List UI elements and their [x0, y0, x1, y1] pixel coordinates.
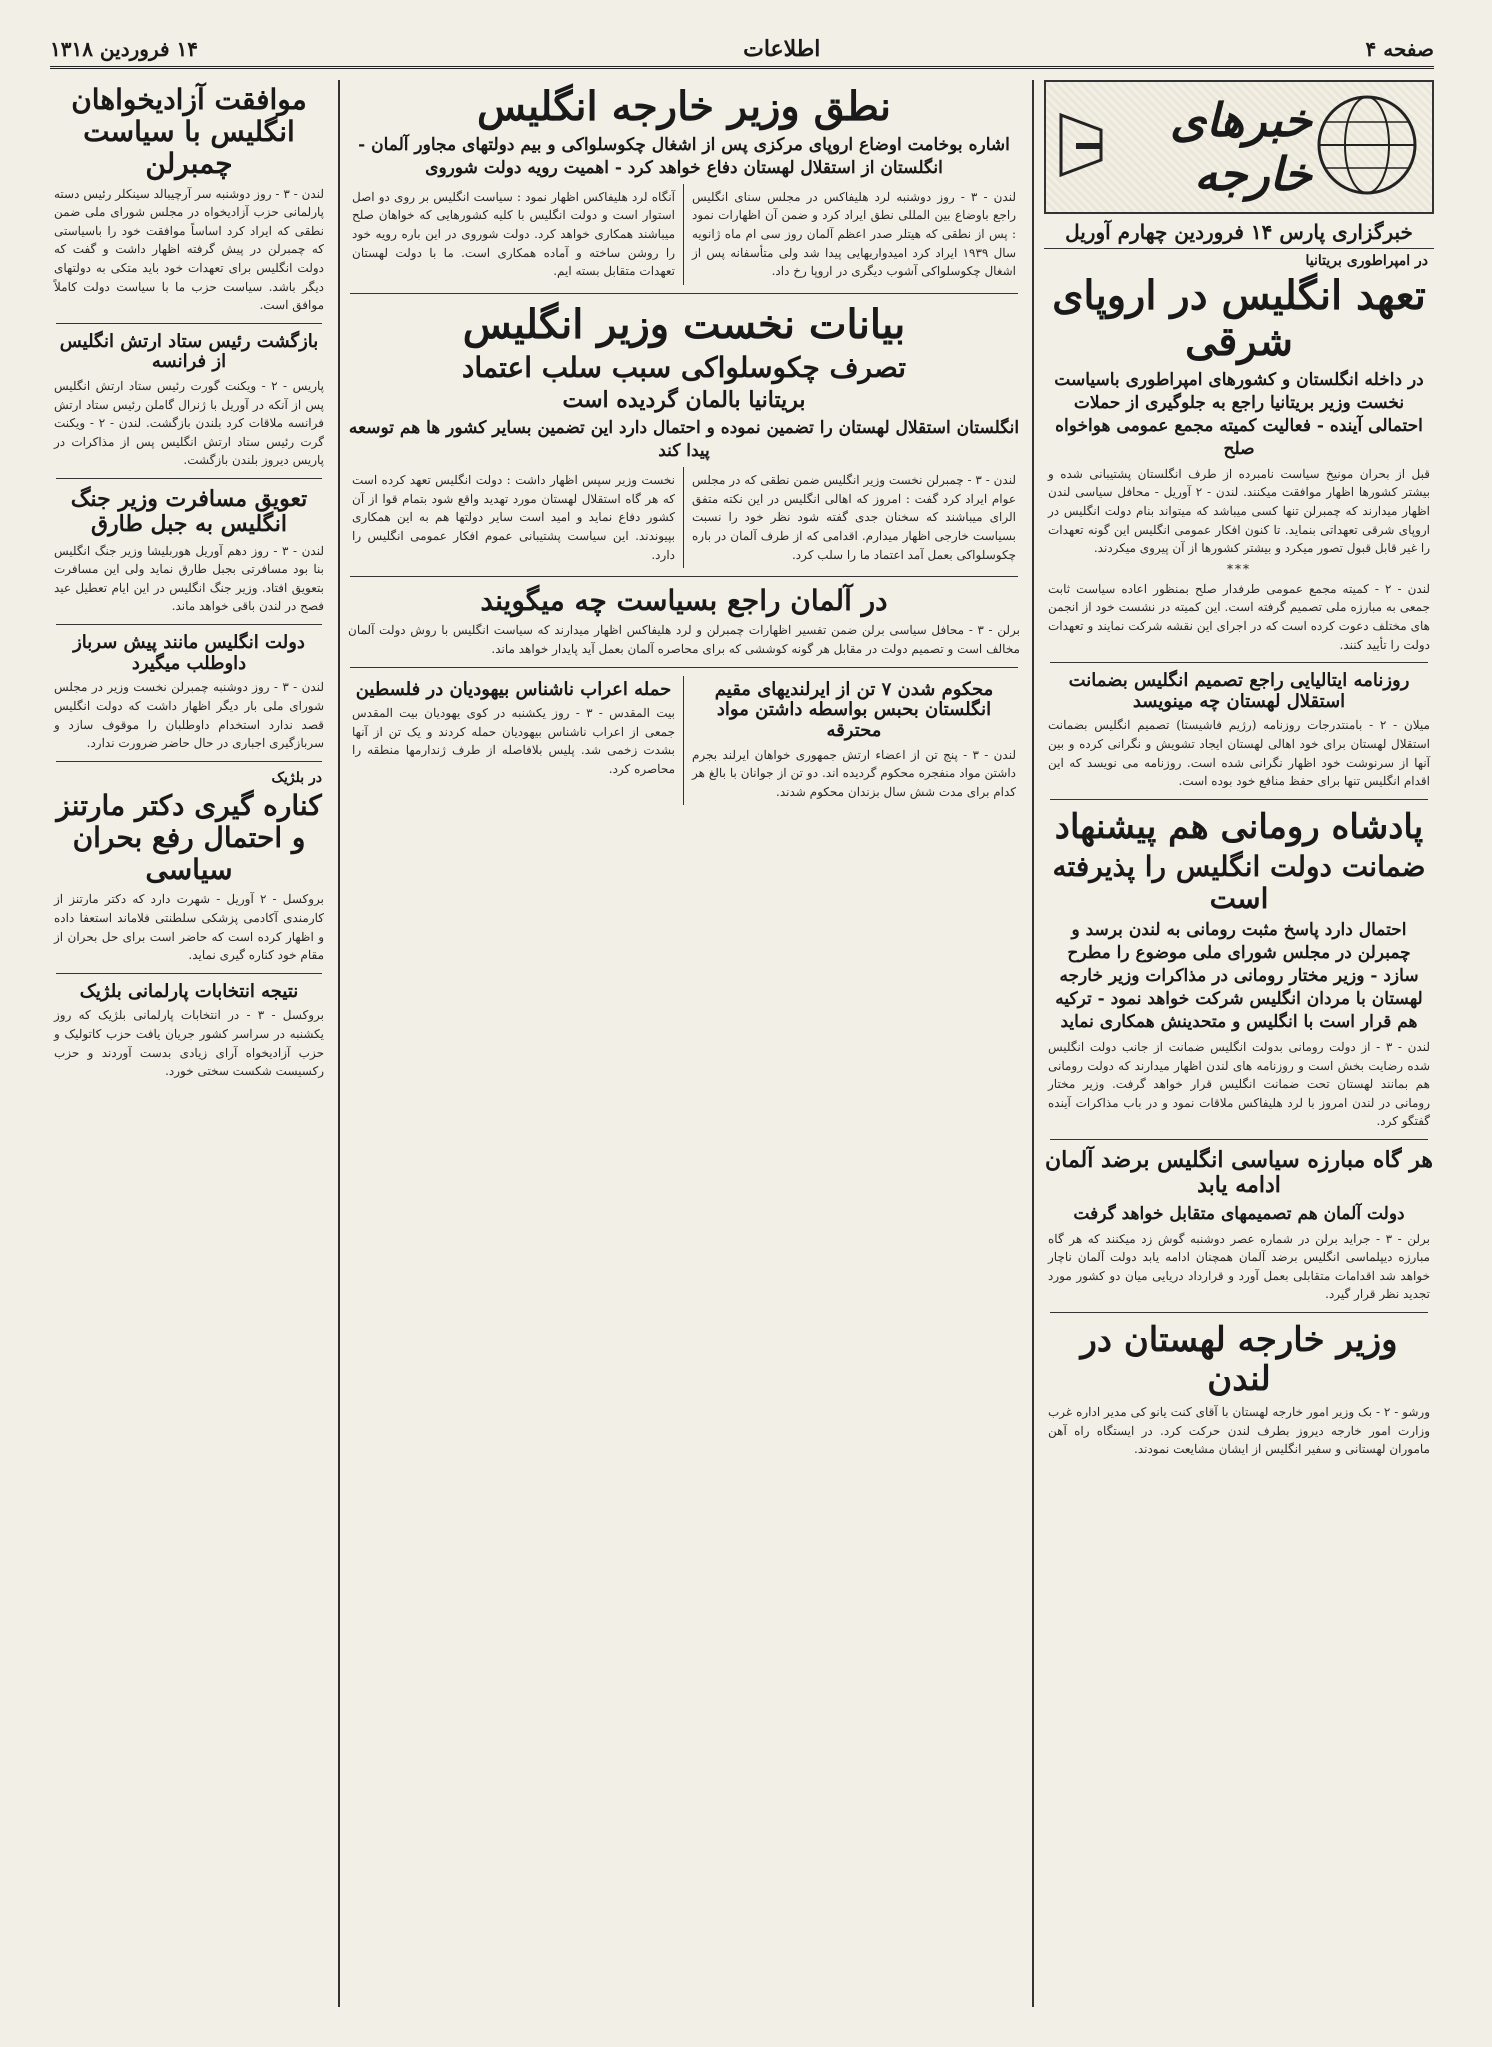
headline: تصرف چکوسلواکی سبب سلب اعتماد	[461, 350, 907, 384]
divider	[1050, 1312, 1428, 1313]
separator-stars: ***	[1227, 561, 1251, 576]
article-column	[684, 676, 1024, 806]
gramophone-icon	[1056, 105, 1106, 189]
article-body: ورشو - ۲ - بک وزیر امور خارجه لهستان با آقای کنت یانو کی مدیر اداره غرب وزارت امور خارجه دیروز بطرف لندن حرکت کرد. در ایستگاه راه آهن ماموران لهستانی و سفیر انگلیس از ایشان مشایعت نمودند.	[1048, 1405, 1430, 1457]
masthead	[50, 32, 1434, 69]
headline: دولت انگلیس مانند پیش سرباز داوطلب میگیرد	[73, 632, 305, 674]
paper-name: اطلاعات	[743, 36, 821, 62]
divider	[56, 624, 322, 625]
divider	[350, 576, 1018, 577]
article-body: لندن - ۳ - روز دوشنبه لرد هلیفاکس در مجلس سنای انگلیس راجع باوضاع بین المللی نطق ایراد کرد و ضمن آن اظهارات نمود : پس از نطقی که هیتلر صدر اعظم آلمان روز سی ام ماه ژانویه سال ۱۹۳۹ ایراد کرد امیدواریهایی پیدا شد ولی متأسفانه پس از اشغال چکوسلواکی آشوب دیگری در اروپا رخ داد.	[692, 189, 1017, 279]
section-tag: در امپراطوری بریتانیا	[1305, 253, 1428, 269]
article-column	[344, 676, 684, 806]
foreign-news-banner	[1044, 80, 1434, 214]
headline: ضمانت دولت انگلیس را پذیرفته است	[1052, 849, 1426, 916]
middle-column	[344, 80, 1024, 2007]
subheadline: انگلستان استقلال لهستان را تضمین نموده و احتمال دارد این تضمین بسایر کشور ها هم توسعه پیدا کند	[348, 418, 1020, 462]
article-columns	[344, 676, 1024, 806]
subheadline: در داخله انگلستان و کشورهای امپراطوری باسیاست نخست وزیر بریتانیا راجع به جلوگیری از حملات احتمالی آینده - فعالیت کمیته مجمع عمومی هواخواه صلح	[1054, 370, 1424, 459]
headline: کناره گیری دکتر مارتنز و احتمال رفع بحران سیاسی	[56, 788, 322, 887]
headline: در آلمان راجع بسیاست چه میگویند	[480, 584, 888, 618]
column-rule	[1032, 80, 1034, 2007]
headline: موافقت آزادیخواهان انگلیس با سیاست چمبرلن	[71, 83, 307, 181]
divider	[350, 293, 1018, 294]
article-body: لندن - ۳ - روز دهم آوریل هوربلیشا وزیر جنگ انگلیس بنا بود مسافرتی بجبل طارق نماید ولی این مسافرت بتعویق افتاد. وزیر جنگ انگلیس در این ایام تعطیل عید فصح در لندن باقی خواهد ماند.	[54, 543, 324, 614]
article-columns	[344, 184, 1024, 285]
headline: حمله اعراب ناشناس بیهودیان در فلسطین	[355, 678, 672, 700]
article-column	[344, 467, 684, 568]
article-column	[684, 467, 1024, 568]
article-body: لندن - ۳ - از دولت رومانی بدولت انگلیس ضمانت از جانب دولت انگلیس شده رضایت بخش است و روزنامه های لندن اظهار میدارند که دولت رومانی هم بمانند لهستان تحت ضمانت انگلیس قرار خواهد گرفت. وزیر مختار رومانی در لندن امروز با لرد هلیفاکس ملاقات نمود و در باب مذاکرات آینده گفتگو کرد.	[1048, 1040, 1430, 1129]
right-column	[1044, 80, 1434, 2007]
headline: روزنامه ایتالیایی راجع تصمیم انگلیس بضمانت استقلال لهستان چه مینویسد	[1068, 670, 1410, 712]
article-body: لندن - ۲ - کمیته مجمع عمومی طرفدار صلح بمنظور اعاده سیاست ثابت جمعی به مبارزه ملی تصمیم گرفته است. این کمیته در نشست خود از انجمن های مختلف دعوت کرده است که در اجرای این نقشه شرکت نمایند و تعهدات دولت را تأیید کنند.	[1048, 581, 1430, 652]
left-column	[50, 80, 328, 2007]
divider	[56, 323, 322, 324]
headline: بریتانیا بالمان گردیده است	[562, 387, 806, 414]
divider	[56, 761, 322, 762]
headline: وزیر خارجه لهستان در لندن	[1080, 1319, 1398, 1399]
headline: تعویق مسافرت وزیر جنگ انگلیس به جبل طارق	[70, 486, 308, 538]
headline: بیانات نخست وزیر انگلیس	[462, 300, 906, 348]
article-body: لندن - ۳ - پنج تن از اعضاء ارتش جمهوری خواهان ایرلند بجرم داشتن مواد منفجره محکوم گردیده اند. دو تن از جوانان با بالغ هر کدام برای مدت شش سال بزندان محکوم شدند.	[692, 747, 1016, 799]
divider	[56, 973, 322, 974]
divider	[1050, 799, 1428, 800]
divider	[350, 667, 1018, 668]
divider	[1050, 662, 1428, 663]
agency-line: خبرگزاری پارس ۱۴ فروردین چهارم آوریل	[1044, 220, 1434, 249]
headline: محکوم شدن ۷ تن از ایرلندیهای مقیم انگلستان بحبس بواسطه داشتن مواد محترقه	[714, 678, 994, 741]
banner-title: خبرهای خارجه	[1170, 93, 1312, 201]
article-body: بیت المقدس - ۳ - روز یکشنبه در کوی یهودیان بیت المقدس جمعی از اعراب ناشناس بیهودیان حمله کردند و یک تن از آنها بشدت زخمی شد. پلیس بلافاصله از طرف ژندارمها منطقه را محاصره کرد.	[352, 706, 675, 777]
article-body: بروکسل - ۲ آوریل - شهرت دارد که دکتر مارتنز از کارمندی آکادمی پزشکی سلطنتی فلاماند استعفا داده و اظهار کرده است که حاضر است برای حل بحران از مقام خود کناره گیری نماید.	[54, 892, 324, 963]
subheadline: اشاره بوخامت اوضاع اروپای مرکزی پس از اشغال چکوسلواکی و بیم دولتهای مجاور آلمان - انگلستان از استقلال لهستان دفاع خواهد کرد - اهمیت رویه دولت شوروی	[358, 135, 1010, 178]
issue-date: ۱۴ فروردین ۱۳۱۸	[50, 37, 198, 61]
headline: تعهد انگلیس در اروپای شرقی	[1052, 272, 1426, 365]
article-column	[344, 184, 684, 285]
article-body: لندن - ۳ - روز دوشنبه چمبرلن نخست وزیر در مجلس شورای ملی بار دیگر اظهار داشت که دولت انگلیس قصد ندارد استخدام داوطلبان را موقوف سازد و سربازگیری اجباری در حال حاضر ضرورت ندارد.	[54, 680, 324, 751]
column-rule	[338, 80, 340, 2007]
article-body: لندن - ۳ - روز دوشنبه سر آرچیبالد سینکلر رئیس دسته پارلمانی حزب آزادیخواه در مجلس شورای ملی ضمن نطقی که ایراد کرد اساساً موافقت خود را باسیاستی که چمبرلن در پیش گرفته اظهار داشت و گفت که دولت انگلیس برای تعهدات خود باید متکی به دولتهای دیگر باشد. سیاست حزب ما با سیاست دولت کاملاً موافق است.	[54, 186, 324, 313]
divider	[1050, 1139, 1428, 1140]
headline: بازگشت رئیس ستاد ارتش انگلیس از فرانسه	[59, 330, 319, 373]
headline: هر گاه مبارزه سیاسی انگلیس برضد آلمان ادامه یابد	[1044, 1146, 1434, 1199]
headline: نتیجه انتخابات پارلمانی بلژیک	[79, 980, 299, 1002]
page-number: صفحه ۴	[1365, 37, 1434, 61]
article-body: میلان - ۲ - بامنتدرجات روزنامه (رژیم فاشیستا) تصمیم انگلیس بضمانت استقلال لهستان برای خود اهالی لهستان ایجاد تشویش و نگرانی کرده و بین آنها از سرنوشت خود اظهار نگرانی شده است. روزنامه می نویسد که این اقدام انگلیس تنها برای حفظ منافع خود بوده است.	[1048, 718, 1430, 789]
section-tag: در بلژیک	[271, 769, 322, 786]
article-body: برلن - ۳ - محافل سیاسی برلن ضمن تفسیر اظهارات چمبرلن و لرد هلیفاکس اظهار میدارند که سیاست انگلیس با روش دولت آلمان مخالف است و تصمیم دولت در مقابل هر گونه کوششی که برای محاصره آلمان بعمل آید پایدار خواهد ماند.	[348, 623, 1021, 656]
article-body: نخست وزیر سپس اظهار داشت : دولت انگلیس تعهد کرده است که هر گاه استقلال لهستان مورد تهدید واقع شود بتمام قوا از آن کشور دفاع نماید و امید است سایر دولتها هم به این همکاری بپیوندند. این سیاست پشتیبانی عموم افکار عمومی انگلیس را دارد.	[352, 473, 675, 562]
headline: پادشاه رومانی هم پیشنهاد	[1054, 806, 1424, 847]
article-body: قبل از بحران مونیخ سیاست نامبرده از طرف انگلستان پشتیبانی شده و بیشتر کشورها اظهار موافقت میکنند. لندن - ۲ آوریل - محافل سیاسی لندن اظهار میدارند که چمبرلن تنها کسی میباشد که میتواند بنام دولت انگلیس در اروپای شرقی تعهداتی بنماید. تا کنون افکار عمومی انگلیس این گونه تعهدات را غیر قابل قبول تصور میکرد و بیشتر کشورها از آن پیروی میکردند.	[1048, 466, 1430, 556]
article-body: پاریس - ۲ - ویکنت گورت رئیس ستاد ارتش انگلیس پس از آنکه در آوریل با ژنرال گاملن رئیس ستاد ارتش فرانسه ملاقات کرد بلندن بازگشت. لندن - ۲ - ویکنت گرت رئیس ستاد ارتش انگلیس پس از مذاکرات در پاریس دیروز بلندن بازگشت.	[54, 379, 324, 468]
article-column	[684, 184, 1024, 285]
article-columns	[344, 467, 1024, 568]
article-body: برلن - ۳ - جراید برلن در شماره عصر دوشنبه گوش زد میکنند که هر گاه مبارزه دیپلماسی انگلیس برضد آلمان همچنان ادامه یابد دولت آلمان ناچار خواهد شد اقدامات متقابلی بعمل آورد و قرارداد دریایی میان دو کشور مورد تجدید نظر قرار گیرد.	[1048, 1231, 1431, 1302]
headline: نطق وزیر خارجه انگلیس	[477, 83, 891, 130]
article-body: لندن - ۳ - چمبرلن نخست وزیر انگلیس ضمن نطقی که در مجلس عوام ایراد کرد گفت : امروز که اهالی انگلیس در این نکته متفق الرای میباشند که سخنان جدی گفته شود نظر خود را نسبت بسیاست خارجی اظهار میدارم. اقدامی که از طرف آلمان در باره چکوسلواکی بعمل آمد اعتماد ما را سلب کرد.	[692, 473, 1016, 562]
subheadline: احتمال دارد پاسخ مثبت رومانی به لندن برسد و چمبرلن در مجلس شورای ملی موضوع را مطرح سازد - وزیر مختار رومانی در مذاکرات وزیر خارجه لهستان با مردان انگلیس شرکت خواهد نمود - ترکیه هم قرار است با انگلیس و متحدینش همکاری نماید	[1055, 920, 1423, 1033]
globe-icon	[1312, 90, 1422, 204]
divider	[56, 478, 322, 479]
article-body: بروکسل - ۳ - در انتخابات پارلمانی بلژیک که روز یکشنبه در سراسر کشور جریان یافت حزب کاتولیک و حزب آزادیخواه آرای زیادی بدست آوردند و حزب رکسیست شکست سختی خورد.	[54, 1008, 325, 1079]
article-body: آنگاه لرد هلیفاکس اظهار نمود : سیاست انگلیس بر روی دو اصل استوار است و دولت انگلیس با کلیه کشورهایی که خواهان صلح میباشند همکاری خواهد کرد. دولت شوروی در این باره رویه خود را روشن ساخته و آماده همکاری است. ما با دولت لهستان تعهدات متقابل بسته ایم.	[352, 189, 675, 279]
subheadline: دولت آلمان هم تصمیمهای متقابل خواهد گرفت	[1073, 1203, 1405, 1224]
